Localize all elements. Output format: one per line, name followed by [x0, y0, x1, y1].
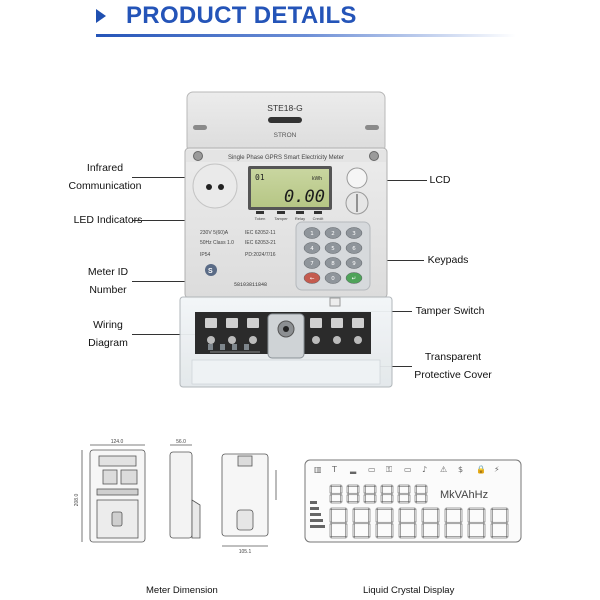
led-tamper	[277, 211, 285, 214]
led-label-tamper: Tamper	[274, 216, 288, 221]
led-credit	[314, 211, 322, 214]
callout-tamper: Tamper Switch	[415, 305, 485, 317]
lcd-unit-segments: MkVAhHz	[440, 489, 489, 501]
keypad-key-label: 2	[331, 231, 335, 237]
led-label-credit: Credit	[312, 216, 324, 221]
keypad-key-label: 9	[352, 261, 356, 267]
body-screw-left	[194, 152, 203, 161]
lcd-status-icon: ▭	[404, 465, 412, 474]
lcd-status-icon: ▂	[350, 465, 357, 474]
dim-depth-side: 56.0	[176, 439, 186, 445]
led-label-token: Token	[254, 216, 266, 221]
lcd-status-icon: $	[458, 465, 464, 474]
spec-1a: 230V 5(60)A	[200, 230, 229, 236]
callout-led: LED Indicators	[73, 214, 143, 226]
callout-infrared: Infrared Communication	[68, 162, 142, 192]
keypad-key-label: 0	[331, 276, 335, 282]
infrared-port	[193, 164, 237, 208]
page-title: PRODUCT DETAILS	[126, 2, 357, 29]
lcd-small-digits: 01	[255, 173, 265, 182]
lcd-unit: kWh	[312, 176, 322, 182]
keypad-key-label: 5	[331, 246, 335, 252]
dimension-drawings	[82, 445, 276, 546]
dim-side-view	[170, 452, 192, 538]
led-relay	[296, 211, 304, 214]
callout-wiring: Wiring Diagram	[88, 319, 128, 349]
callout-lcd: LCD	[429, 174, 451, 186]
spec-2b: IEC 62053-21	[245, 240, 276, 246]
callout-cover: Transparent Protective Cover	[414, 351, 492, 381]
keypad-key-label: ←	[309, 276, 315, 282]
keypad-key-label: ↵	[351, 276, 357, 282]
spec-3b: PD:2024/7/16	[245, 252, 276, 258]
meter-brand: STRON	[273, 132, 297, 139]
lcd-status-icon: ⚡	[494, 465, 500, 474]
dim-width-back: 105.1	[238, 549, 252, 555]
lcd-status-icon: T	[332, 465, 337, 474]
cover-lower-window	[192, 360, 380, 384]
lcd-status-icon: 🔒	[476, 465, 486, 474]
lcd-status-icon: ⚿	[386, 465, 393, 474]
lcd-status-icon: ⚠	[440, 465, 448, 474]
lcd-status-icon: ▥	[314, 465, 322, 474]
meter-id-number: 58103811848	[234, 282, 268, 288]
header-arrow-icon	[96, 9, 106, 23]
body-screw-right	[370, 152, 379, 161]
dim-width-front: 124.0	[110, 439, 124, 445]
tamper-button	[330, 298, 340, 306]
keypad-key-label: 8	[331, 261, 335, 267]
dim-height: 208.0	[74, 493, 80, 507]
keypad-key-label: 6	[352, 246, 356, 252]
section-header	[0, 0, 600, 40]
header-rule	[96, 34, 516, 37]
meter-slot	[268, 117, 302, 123]
seal-cap	[347, 168, 367, 188]
infrared-led-1	[206, 184, 212, 190]
keypad-key-label: 4	[310, 246, 314, 252]
hanger-screw-left	[193, 125, 207, 130]
lcd-status-icon: ▭	[368, 465, 376, 474]
lcd-status-icon: ♪	[422, 465, 428, 474]
caption-lcd: Liquid Crystal Display	[363, 585, 455, 596]
meter-model: STE18-G	[267, 103, 303, 113]
keypad-key-label: 3	[352, 231, 356, 237]
meter-band-text: Single Phase GPRS Smart Electricity Meter	[227, 155, 345, 161]
hanger-screw-right	[365, 125, 379, 130]
spec-2a: 50Hz Class 1.0	[200, 240, 234, 246]
keypad-key-label: 7	[310, 261, 314, 267]
infrared-led-2	[218, 184, 224, 190]
lcd-value: 0.00	[284, 187, 325, 207]
led-label-relay: Relay	[294, 216, 306, 221]
spec-1b: IEC 62052-11	[245, 230, 276, 236]
keypad-key-label: 1	[310, 231, 314, 237]
lcd-segment-panel	[305, 460, 521, 542]
caption-dimension: Meter Dimension	[146, 585, 218, 596]
spec-3a: IP54	[200, 252, 211, 258]
callout-meter-id: Meter ID Number	[87, 266, 129, 296]
callout-keypads: Keypads	[427, 254, 469, 266]
led-token	[256, 211, 264, 214]
svg-text:S: S	[208, 268, 213, 275]
